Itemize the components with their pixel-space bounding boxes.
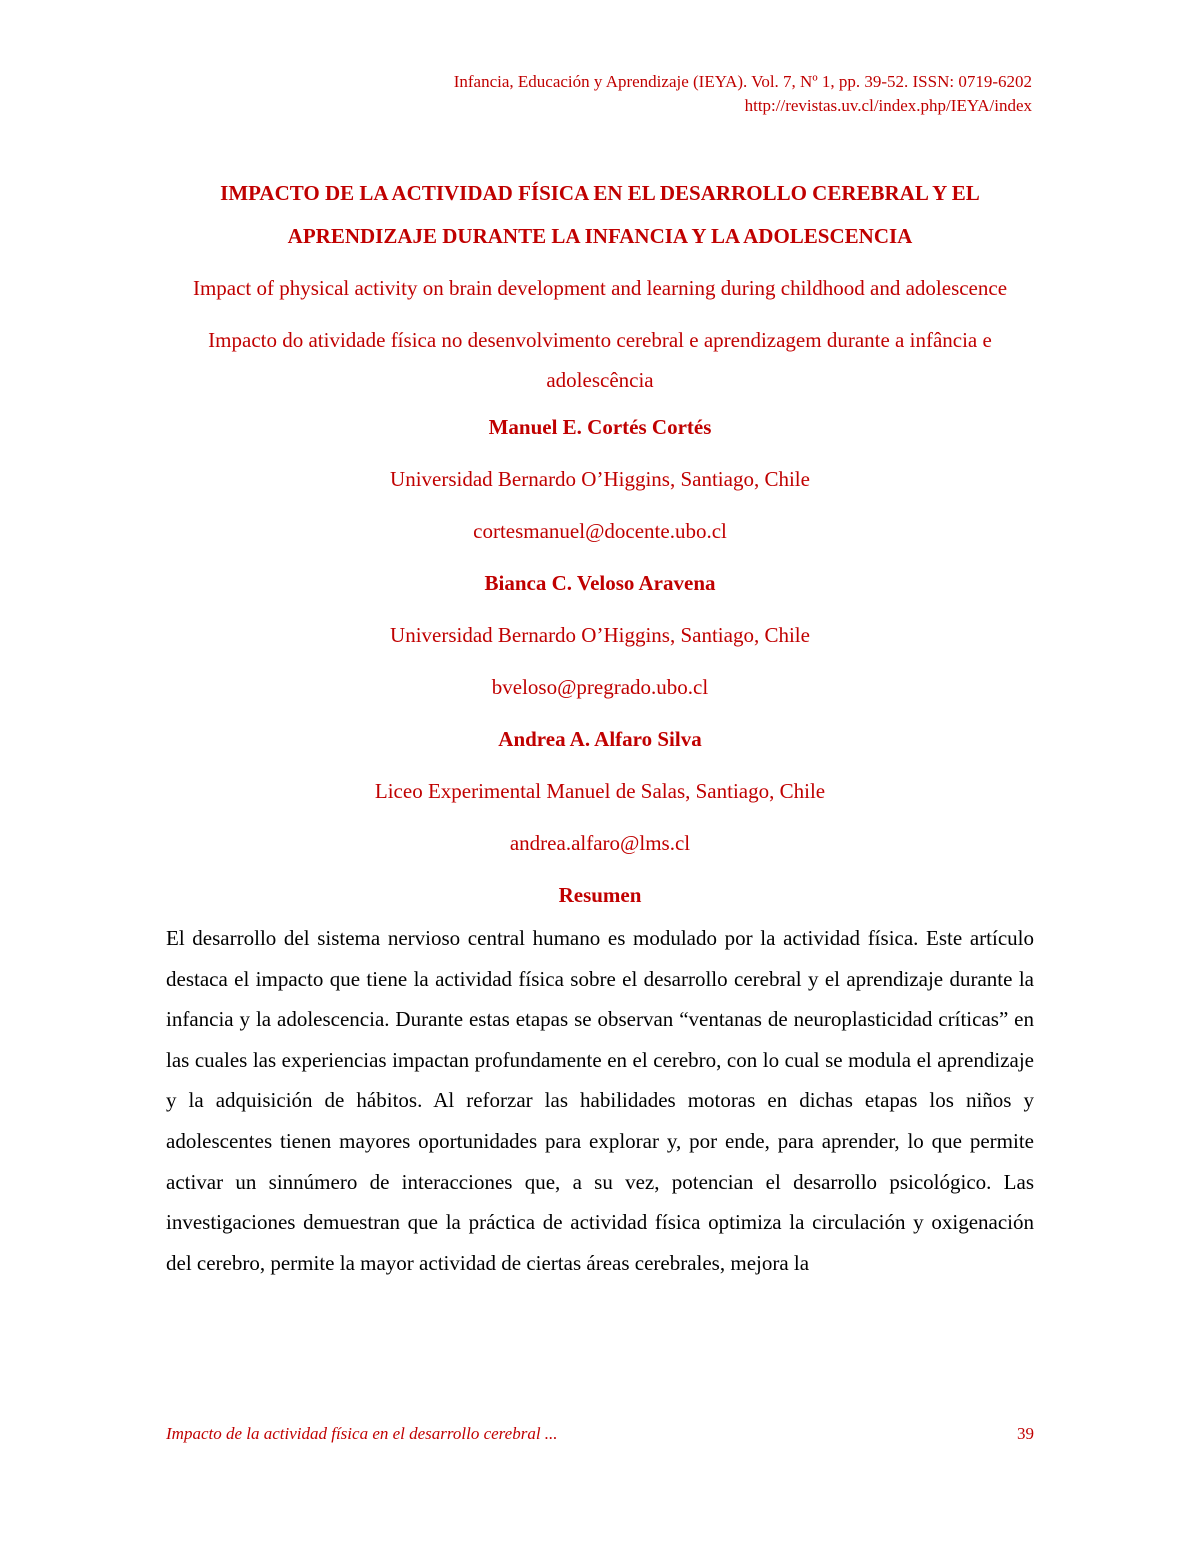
page-number: 39 xyxy=(1017,1424,1034,1443)
article-title-english: Impact of physical activity on brain development and learning during childhood and adolescence xyxy=(192,276,1008,300)
journal-header xyxy=(454,70,1032,118)
article-front-matter xyxy=(166,172,1034,1283)
author-affiliation: Universidad Bernardo O’Higgins, Santiago, Chile xyxy=(390,623,810,647)
article-title-portuguese: Impacto do atividade física no desenvolvimento cerebral e aprendizagem durante a infância e adolescência xyxy=(208,328,992,392)
abstract-text: El desarrollo del sistema nervioso central humano es modulado por la actividad física. Este artículo destaca el impacto que tiene la actividad física sobre el desarrollo cerebral y el aprendizaje durante la infancia y la adolescencia. Durante estas etapas se observan “ventanas de neuroplasticidad críticas” en las cuales las experiencias impactan profundamente en el cerebro, con lo cual se modula el aprendizaje y la adquisición de hábitos. Al reforzar las habilidades motoras en dichas etapas los niños y adolescentes tienen mayores oportunidades para explorar y, por ende, para aprender, lo que permite activar un sinnúmero de interacciones que, a su vez, potencian el desarrollo psicológico. Las investigaciones demuestran que la práctica de actividad física optimiza la circulación y oxigenación del cerebro, permite la mayor actividad de ciertas áreas cerebrales, mejora la xyxy=(166,926,1034,1275)
author-email[interactable]: andrea.alfaro@lms.cl xyxy=(509,831,691,855)
article-title-line-2: APRENDIZAJE DURANTE LA INFANCIA Y LA ADOLESCENCIA xyxy=(287,224,913,248)
abstract-heading: Resumen xyxy=(558,883,642,907)
article-title-line-1: IMPACTO DE LA ACTIVIDAD FÍSICA EN EL DESARROLLO CEREBRAL Y EL xyxy=(220,181,980,205)
author-email[interactable]: bveloso@pregrado.ubo.cl xyxy=(491,675,709,699)
author-affiliation: Universidad Bernardo O’Higgins, Santiago, Chile xyxy=(390,467,810,491)
author-name: Manuel E. Cortés Cortés xyxy=(488,415,712,439)
article-title xyxy=(166,172,1034,258)
author-email[interactable]: cortesmanuel@docente.ubo.cl xyxy=(473,519,727,543)
author-name: Bianca C. Veloso Aravena xyxy=(484,571,716,595)
author-affiliation: Liceo Experimental Manuel de Salas, Santiago, Chile xyxy=(374,779,826,803)
author-name: Andrea A. Alfaro Silva xyxy=(498,727,702,751)
journal-citation: Infancia, Educación y Aprendizaje (IEYA). Vol. 7, Nº 1, pp. 39-52. ISSN: 0719-6202 xyxy=(453,72,1032,91)
page-footer xyxy=(166,1424,1034,1444)
running-title: Impacto de la actividad física en el desarrollo cerebral ... xyxy=(166,1424,558,1443)
journal-url-link[interactable]: http://revistas.uv.cl/index.php/IEYA/index xyxy=(744,96,1032,115)
